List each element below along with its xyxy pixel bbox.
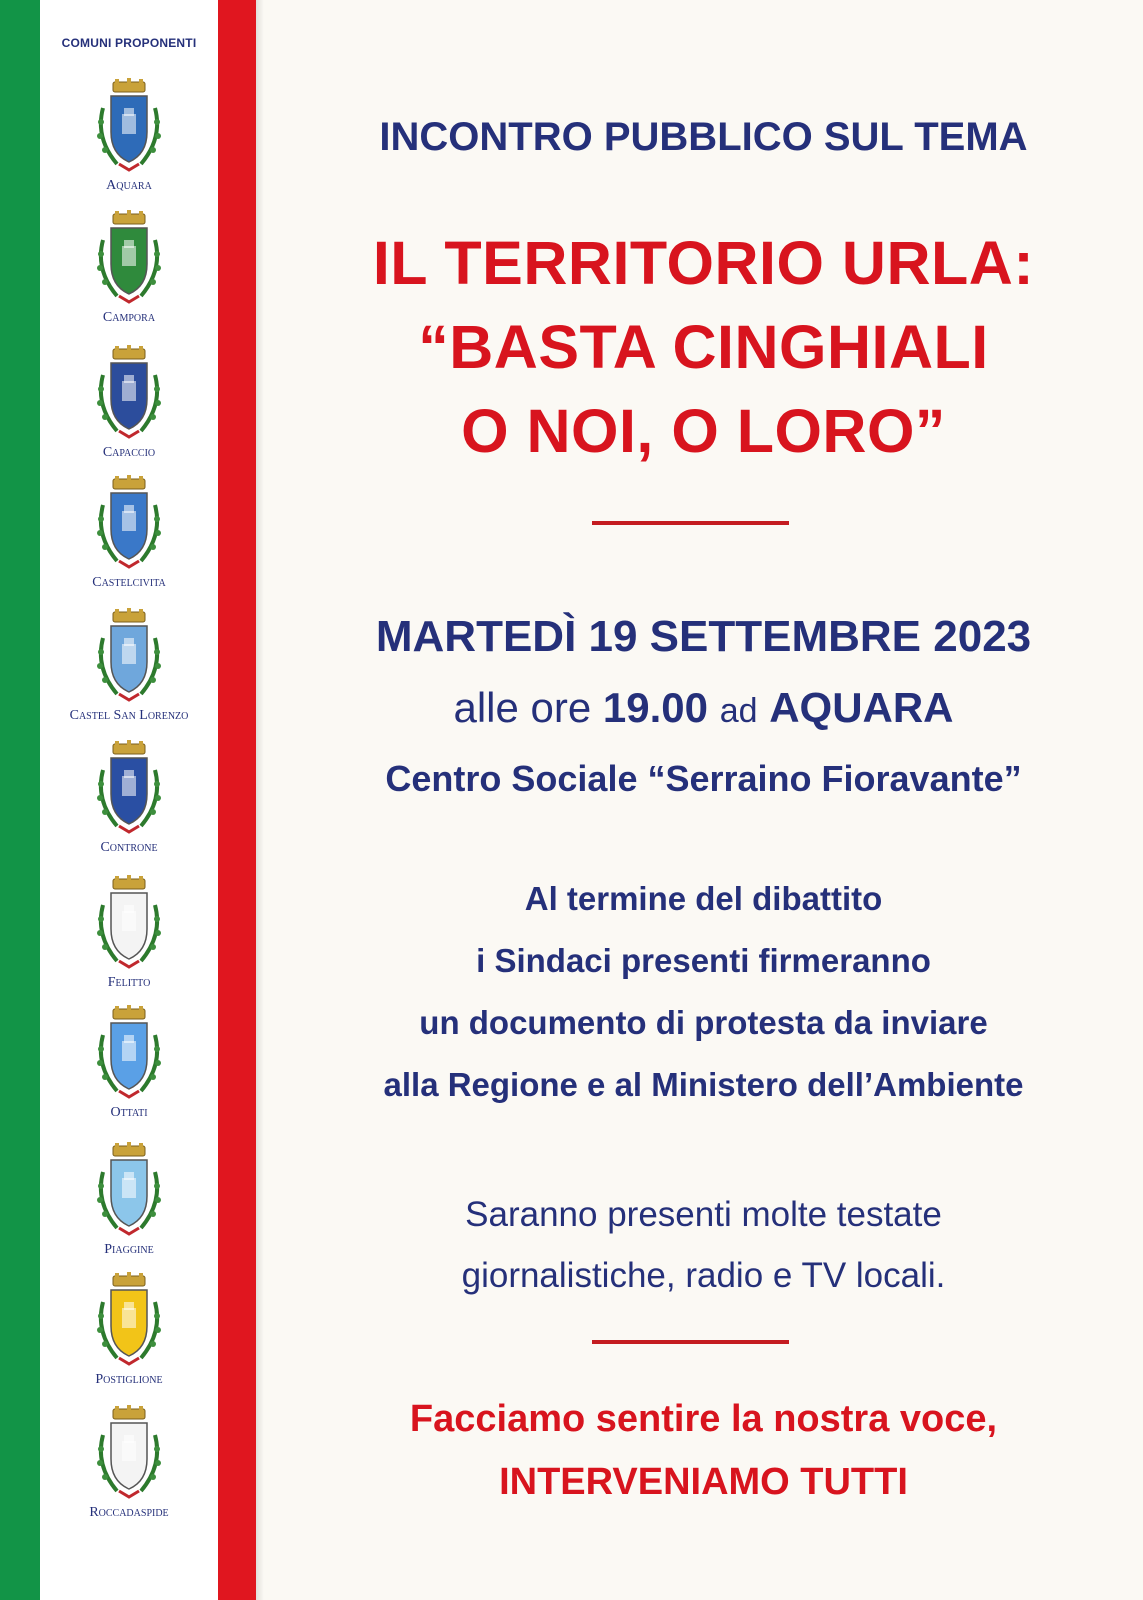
body-line-2: i Sindaci presenti firmeranno <box>476 942 931 979</box>
aquara-crest-icon <box>91 78 167 176</box>
event-date: MARTEDÌ 19 SETTEMBRE 2023 <box>375 612 1032 661</box>
comune-item <box>40 345 218 461</box>
ottati-crest-icon <box>91 1005 167 1103</box>
divider-top <box>592 521 789 525</box>
headline-line-2: “BASTA CINGHIALI <box>418 313 989 381</box>
comune-name: Capaccio <box>102 445 156 460</box>
felitto-crest-icon <box>91 875 167 973</box>
comune-name: Postiglione <box>95 1372 163 1387</box>
divider-bottom <box>592 1340 789 1344</box>
comune-item <box>40 1142 218 1258</box>
postiglione-crest-icon <box>91 1272 167 1370</box>
controne-crest-icon <box>91 740 167 838</box>
event-subtitle: INCONTRO PUBBLICO SUL TEMA <box>379 115 1028 159</box>
press-line-1: Saranno presenti molte testate <box>465 1195 942 1234</box>
comune-name: Campora <box>102 310 156 325</box>
comune-item <box>40 78 218 194</box>
body-line-3: un documento di protesta da inviare <box>419 1004 988 1041</box>
cta-line-1: Facciamo sentire la nostra voce, <box>409 1398 998 1440</box>
comune-name: Piaggine <box>104 1242 154 1257</box>
body-line-1: Al termine del dibattito <box>524 880 883 917</box>
sidebar-title: COMUNI PROPONENTI <box>61 36 197 50</box>
comune-item <box>40 210 218 326</box>
comune-name: Roccadaspide <box>89 1505 169 1520</box>
headline-line-3: O NOI, O LORO” <box>461 397 946 465</box>
comune-item <box>40 1005 218 1121</box>
comune-item <box>40 475 218 591</box>
comune-item <box>40 1405 218 1521</box>
event-venue: Centro Sociale “Serraino Fioravante” <box>385 758 1022 799</box>
flag-shadow <box>256 0 264 1600</box>
body-line-4: alla Regione e al Ministero dell’Ambiente <box>383 1066 1024 1103</box>
time-prefix: alle ore <box>453 684 592 731</box>
comune-name: Castelcivita <box>92 575 166 590</box>
castelcivita-crest-icon <box>91 475 167 573</box>
comune-name: Castel San Lorenzo <box>69 708 189 723</box>
campora-crest-icon <box>91 210 167 308</box>
comune-item <box>40 608 218 724</box>
comune-item <box>40 875 218 991</box>
poster-main <box>264 0 1143 1600</box>
roccadaspide-crest-icon <box>91 1405 167 1503</box>
comune-name: Ottati <box>110 1105 148 1120</box>
comune-name: Controne <box>100 840 158 855</box>
cta-line-2: INTERVENIAMO TUTTI <box>499 1461 908 1503</box>
time-hour: 19.00 <box>602 684 709 731</box>
comune-item <box>40 1272 218 1388</box>
castel-san-lorenzo-crest-icon <box>91 608 167 706</box>
comune-name: Felitto <box>107 975 151 990</box>
flag-red-stripe <box>218 0 256 1600</box>
capaccio-crest-icon <box>91 345 167 443</box>
headline-line-1: IL TERRITORIO URLA: <box>372 229 1035 297</box>
press-line-2: giornalistiche, radio e TV locali. <box>461 1256 946 1295</box>
time-mid: ad <box>719 692 758 730</box>
comune-item <box>40 740 218 856</box>
event-time <box>264 684 1143 732</box>
flag-green-stripe <box>0 0 40 1600</box>
comune-name: Aquara <box>106 178 152 193</box>
time-place: AQUARA <box>769 684 954 731</box>
piaggine-crest-icon <box>91 1142 167 1240</box>
